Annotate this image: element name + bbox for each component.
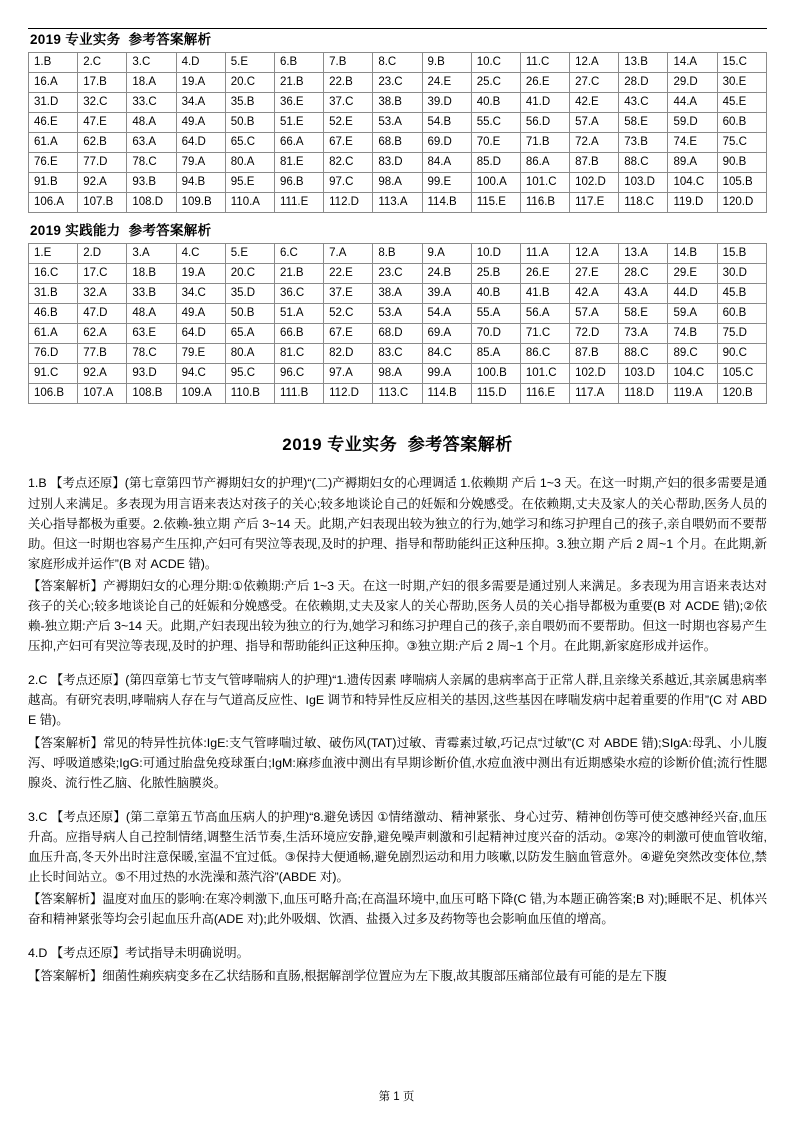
answer-cell: 21.B bbox=[274, 73, 323, 93]
answer-cell: 84.C bbox=[422, 344, 471, 364]
answer-cell: 47.D bbox=[78, 304, 127, 324]
answer-table-title-2: 2019 实践能力 参考答案解析 bbox=[30, 223, 212, 239]
answer-table-professional-practice bbox=[28, 52, 767, 213]
answer-cell: 50.B bbox=[225, 304, 274, 324]
answer-cell: 91.B bbox=[29, 173, 78, 193]
answer-cell: 57.A bbox=[570, 113, 619, 133]
answer-cell: 34.A bbox=[176, 93, 225, 113]
answer-cell: 7.A bbox=[324, 244, 373, 264]
answer-cell: 27.E bbox=[570, 264, 619, 284]
answer-cell: 81.C bbox=[274, 344, 323, 364]
answer-table-body-1 bbox=[29, 53, 767, 213]
answer-cell: 67.E bbox=[324, 324, 373, 344]
answer-cell: 76.E bbox=[29, 153, 78, 173]
answer-cell: 21.B bbox=[274, 264, 323, 284]
answer-cell: 110.B bbox=[225, 384, 274, 404]
answer-cell: 120.D bbox=[717, 193, 766, 213]
answer-cell: 7.B bbox=[324, 53, 373, 73]
table-row bbox=[29, 93, 767, 113]
answer-cell: 46.E bbox=[29, 113, 78, 133]
answer-cell: 51.A bbox=[274, 304, 323, 324]
answer-cell: 19.A bbox=[176, 73, 225, 93]
answer-cell: 9.A bbox=[422, 244, 471, 264]
answer-cell: 45.E bbox=[717, 93, 766, 113]
answer-cell: 43.C bbox=[619, 93, 668, 113]
answer-cell: 72.A bbox=[570, 133, 619, 153]
table-row bbox=[29, 324, 767, 344]
table-row bbox=[29, 193, 767, 213]
answer-analysis-text: 【答案解析】产褥期妇女的心理分期:①依赖期:产后 1~3 天。在这一时期,产妇的很多需要是通过别人来满足。多表现为用言语来表达对孩子的关心;较多地谈论自己的妊娠和分娩感受。在依赖期,丈夫及家人的关心帮助,医务人员的关心指导都极为重要(B 对 ACDE 错);②依赖-独立期:产后 3~14 天。此期,产妇表现出较为独立的行为,她学习和练习护理自己的孩子,亲自喂奶而不要帮助。但这一时期也容易产生压抑,产妇可有哭泣等表现,及时的护理、指导和帮助能纠正这种压抑。③独立期:产后 2 周~1 个月。在此期,新家庭形成并运作。 bbox=[28, 578, 767, 654]
table-row bbox=[29, 133, 767, 153]
answer-cell: 115.E bbox=[471, 193, 520, 213]
answer-cell: 54.A bbox=[422, 304, 471, 324]
answer-cell: 54.B bbox=[422, 113, 471, 133]
answer-cell: 56.A bbox=[520, 304, 569, 324]
answer-cell: 71.B bbox=[520, 133, 569, 153]
answer-cell: 91.C bbox=[29, 364, 78, 384]
answer-cell: 8.C bbox=[373, 53, 422, 73]
answer-cell: 93.D bbox=[127, 364, 176, 384]
answer-cell: 5.E bbox=[225, 244, 274, 264]
restore-point-text: 2.C 【考点还原】(第四章第七节支气管哮喘病人的护理)“1.遗传因素 哮喘病人亲属的患病率高于正常人群,且亲缘关系越近,其亲属患病率越高。有研究表明,哮喘病人存在与气道高反应性、IgE 调节和特异性反应相关的基因,这些基因在哮喘发病中起着重要的作用”(C 对 ABDE 错)。 bbox=[28, 673, 767, 728]
answer-cell: 100.B bbox=[471, 364, 520, 384]
answer-cell: 92.A bbox=[78, 364, 127, 384]
answer-cell: 120.B bbox=[717, 384, 766, 404]
table-row bbox=[29, 364, 767, 384]
answer-cell: 12.A bbox=[570, 53, 619, 73]
answer-cell: 109.B bbox=[176, 193, 225, 213]
answer-cell: 86.A bbox=[520, 153, 569, 173]
answer-cell: 90.C bbox=[717, 344, 766, 364]
answer-cell: 36.C bbox=[274, 284, 323, 304]
answer-cell: 25.B bbox=[471, 264, 520, 284]
answer-cell: 17.B bbox=[78, 73, 127, 93]
explanation-block-3 bbox=[28, 807, 767, 930]
answer-cell: 37.E bbox=[324, 284, 373, 304]
answer-cell: 69.A bbox=[422, 324, 471, 344]
restore-point-text: 1.B 【考点还原】(第七章第四节产褥期妇女的护理)“(二)产褥期妇女的心理调适 1.依赖期 产后 1~3 天。在这一时期,产妇的很多需要是通过别人来满足。多表现为用言语来表达对孩子的关心;较多地谈论自己的妊娠和分娩感受。在依赖期,丈夫及家人的关心帮助,医务人员的关心指导都极为重要。2.依赖-独立期 产后 3~14 天。此期,产妇表现出较为独立的行为,她学习和练习护理自己的孩子,亲自喂奶而不要帮助。但这一时期也容易产生压抑,产妇可有哭泣等表现,及时的护理、指导和帮助能纠正这种压抑。3.独立期 产后 2 周~1 个月。在此期,新家庭形成并运作”(B 对 ACDE 错)。 bbox=[28, 476, 767, 571]
answer-cell: 55.C bbox=[471, 113, 520, 133]
answer-cell: 33.B bbox=[127, 284, 176, 304]
answer-cell: 61.A bbox=[29, 324, 78, 344]
answer-cell: 3.A bbox=[127, 244, 176, 264]
answer-cell: 71.C bbox=[520, 324, 569, 344]
answer-cell: 116.B bbox=[520, 193, 569, 213]
answer-cell: 8.B bbox=[373, 244, 422, 264]
restore-point-text: 4.D 【考点还原】考试指导未明确说明。 bbox=[28, 946, 249, 961]
answer-cell: 13.A bbox=[619, 244, 668, 264]
answer-cell: 63.A bbox=[127, 133, 176, 153]
answer-cell: 11.C bbox=[520, 53, 569, 73]
answer-cell: 75.C bbox=[717, 133, 766, 153]
answer-cell: 52.E bbox=[324, 113, 373, 133]
answer-cell: 114.B bbox=[422, 384, 471, 404]
answer-cell: 27.C bbox=[570, 73, 619, 93]
answer-cell: 29.D bbox=[668, 73, 717, 93]
answer-cell: 34.C bbox=[176, 284, 225, 304]
answer-cell: 105.C bbox=[717, 364, 766, 384]
answer-cell: 94.B bbox=[176, 173, 225, 193]
answer-cell: 87.B bbox=[570, 344, 619, 364]
answer-cell: 107.B bbox=[78, 193, 127, 213]
answer-cell: 119.A bbox=[668, 384, 717, 404]
answer-cell: 74.E bbox=[668, 133, 717, 153]
answer-cell: 79.E bbox=[176, 344, 225, 364]
answer-cell: 103.D bbox=[619, 173, 668, 193]
answer-cell: 19.A bbox=[176, 264, 225, 284]
answer-cell: 17.C bbox=[78, 264, 127, 284]
answer-cell: 12.A bbox=[570, 244, 619, 264]
answer-cell: 67.E bbox=[324, 133, 373, 153]
answer-cell: 35.B bbox=[225, 93, 274, 113]
answer-cell: 96.B bbox=[274, 173, 323, 193]
answer-analysis-text: 【答案解析】温度对血压的影响:在寒冷刺激下,血压可略升高;在高温环境中,血压可略下降(C 错,为本题正确答案;B 对);睡眠不足、机体兴奋和精神紧张等均会引起血压升高(ADE 对);此外吸烟、饮酒、盐摄入过多及药物等也会影响血压值的增高。 bbox=[28, 892, 767, 927]
answer-cell: 51.E bbox=[274, 113, 323, 133]
answer-cell: 81.E bbox=[274, 153, 323, 173]
answer-cell: 65.C bbox=[225, 133, 274, 153]
answer-cell: 48.A bbox=[127, 113, 176, 133]
answer-cell: 10.D bbox=[471, 244, 520, 264]
answer-cell: 73.A bbox=[619, 324, 668, 344]
answer-cell: 99.E bbox=[422, 173, 471, 193]
table-row bbox=[29, 173, 767, 193]
answer-cell: 20.C bbox=[225, 264, 274, 284]
answer-cell: 78.C bbox=[127, 344, 176, 364]
answer-cell: 4.C bbox=[176, 244, 225, 264]
explanation-block-2 bbox=[28, 670, 767, 793]
table-row bbox=[29, 284, 767, 304]
answer-cell: 58.E bbox=[619, 113, 668, 133]
answer-cell: 106.A bbox=[29, 193, 78, 213]
answer-cell: 9.B bbox=[422, 53, 471, 73]
answer-cell: 23.C bbox=[373, 73, 422, 93]
answer-cell: 13.B bbox=[619, 53, 668, 73]
answer-cell: 68.D bbox=[373, 324, 422, 344]
answer-cell: 98.A bbox=[373, 364, 422, 384]
answer-cell: 41.D bbox=[520, 93, 569, 113]
answer-cell: 89.A bbox=[668, 153, 717, 173]
answer-cell: 82.C bbox=[324, 153, 373, 173]
answer-cell: 118.C bbox=[619, 193, 668, 213]
answer-cell: 68.B bbox=[373, 133, 422, 153]
answer-cell: 101.C bbox=[520, 173, 569, 193]
answer-cell: 62.B bbox=[78, 133, 127, 153]
explanation-block-1 bbox=[28, 473, 767, 656]
top-divider-rule bbox=[28, 28, 767, 29]
answer-cell: 64.D bbox=[176, 324, 225, 344]
answer-cell: 90.B bbox=[717, 153, 766, 173]
answer-cell: 15.B bbox=[717, 244, 766, 264]
answer-cell: 30.E bbox=[717, 73, 766, 93]
answer-cell: 18.B bbox=[127, 264, 176, 284]
answer-cell: 108.B bbox=[127, 384, 176, 404]
answer-cell: 15.C bbox=[717, 53, 766, 73]
answer-cell: 4.D bbox=[176, 53, 225, 73]
answer-cell: 113.C bbox=[373, 384, 422, 404]
answer-cell: 115.D bbox=[471, 384, 520, 404]
answer-cell: 39.A bbox=[422, 284, 471, 304]
answer-cell: 36.E bbox=[274, 93, 323, 113]
answer-cell: 42.A bbox=[570, 284, 619, 304]
answer-cell: 73.B bbox=[619, 133, 668, 153]
answer-cell: 111.B bbox=[274, 384, 323, 404]
answer-cell: 16.A bbox=[29, 73, 78, 93]
answer-cell: 108.D bbox=[127, 193, 176, 213]
answer-cell: 32.A bbox=[78, 284, 127, 304]
answer-cell: 10.C bbox=[471, 53, 520, 73]
explanation-block-4 bbox=[28, 943, 767, 985]
table-row bbox=[29, 53, 767, 73]
answer-cell: 69.D bbox=[422, 133, 471, 153]
answer-cell: 59.D bbox=[668, 113, 717, 133]
answer-cell: 60.B bbox=[717, 304, 766, 324]
answer-cell: 118.D bbox=[619, 384, 668, 404]
answer-cell: 26.E bbox=[520, 73, 569, 93]
answer-cell: 76.D bbox=[29, 344, 78, 364]
answer-cell: 85.A bbox=[471, 344, 520, 364]
answer-cell: 59.A bbox=[668, 304, 717, 324]
answer-cell: 53.A bbox=[373, 113, 422, 133]
table-row bbox=[29, 264, 767, 284]
answer-cell: 98.A bbox=[373, 173, 422, 193]
answer-cell: 44.D bbox=[668, 284, 717, 304]
answer-cell: 94.C bbox=[176, 364, 225, 384]
answer-cell: 24.B bbox=[422, 264, 471, 284]
answer-cell: 102.D bbox=[570, 364, 619, 384]
answer-cell: 14.B bbox=[668, 244, 717, 264]
answer-cell: 77.B bbox=[78, 344, 127, 364]
answer-cell: 97.A bbox=[324, 364, 373, 384]
answer-cell: 33.C bbox=[127, 93, 176, 113]
answer-cell: 60.B bbox=[717, 113, 766, 133]
answer-cell: 77.D bbox=[78, 153, 127, 173]
answer-cell: 48.A bbox=[127, 304, 176, 324]
answer-cell: 65.A bbox=[225, 324, 274, 344]
answer-cell: 43.A bbox=[619, 284, 668, 304]
table-row bbox=[29, 73, 767, 93]
answer-cell: 11.A bbox=[520, 244, 569, 264]
answer-cell: 80.A bbox=[225, 153, 274, 173]
answer-cell: 32.C bbox=[78, 93, 127, 113]
answer-cell: 23.C bbox=[373, 264, 422, 284]
answer-cell: 112.D bbox=[324, 384, 373, 404]
table-row bbox=[29, 153, 767, 173]
answer-cell: 106.B bbox=[29, 384, 78, 404]
answer-cell: 99.A bbox=[422, 364, 471, 384]
answer-cell: 40.B bbox=[471, 93, 520, 113]
table-row bbox=[29, 344, 767, 364]
answer-cell: 93.B bbox=[127, 173, 176, 193]
answer-cell: 24.E bbox=[422, 73, 471, 93]
answer-cell: 114.B bbox=[422, 193, 471, 213]
answer-cell: 39.D bbox=[422, 93, 471, 113]
answer-cell: 5.E bbox=[225, 53, 274, 73]
answer-cell: 79.A bbox=[176, 153, 225, 173]
answer-cell: 26.E bbox=[520, 264, 569, 284]
answer-cell: 95.C bbox=[225, 364, 274, 384]
answer-cell: 97.C bbox=[324, 173, 373, 193]
answer-cell: 111.E bbox=[274, 193, 323, 213]
answer-cell: 64.D bbox=[176, 133, 225, 153]
answer-cell: 88.C bbox=[619, 153, 668, 173]
answer-cell: 105.B bbox=[717, 173, 766, 193]
answer-cell: 49.A bbox=[176, 304, 225, 324]
answer-cell: 80.A bbox=[225, 344, 274, 364]
answer-cell: 1.E bbox=[29, 244, 78, 264]
answer-cell: 119.D bbox=[668, 193, 717, 213]
answer-cell: 58.E bbox=[619, 304, 668, 324]
answer-cell: 41.B bbox=[520, 284, 569, 304]
answer-cell: 62.A bbox=[78, 324, 127, 344]
table-spacer bbox=[28, 213, 767, 221]
answer-cell: 18.A bbox=[127, 73, 176, 93]
answer-cell: 110.A bbox=[225, 193, 274, 213]
answer-cell: 31.B bbox=[29, 284, 78, 304]
answer-cell: 42.E bbox=[570, 93, 619, 113]
answer-cell: 57.A bbox=[570, 304, 619, 324]
answer-cell: 85.D bbox=[471, 153, 520, 173]
answer-analysis-text: 【答案解析】细菌性痢疾病变多在乙状结肠和直肠,根据解剖学位置应为左下腹,故其腹部压痛部位最有可能的是左下腹 bbox=[28, 968, 667, 983]
answer-cell: 2.C bbox=[78, 53, 127, 73]
answer-cell: 56.D bbox=[520, 113, 569, 133]
table-row bbox=[29, 304, 767, 324]
answer-cell: 28.D bbox=[619, 73, 668, 93]
table-row bbox=[29, 244, 767, 264]
answer-cell: 22.E bbox=[324, 264, 373, 284]
answer-cell: 70.E bbox=[471, 133, 520, 153]
answer-cell: 44.A bbox=[668, 93, 717, 113]
answer-cell: 2.D bbox=[78, 244, 127, 264]
answer-cell: 116.E bbox=[520, 384, 569, 404]
answer-cell: 92.A bbox=[78, 173, 127, 193]
answer-cell: 14.A bbox=[668, 53, 717, 73]
answer-cell: 112.D bbox=[324, 193, 373, 213]
page-title: 2019 专业实务 参考答案解析 bbox=[282, 435, 513, 455]
answer-cell: 50.B bbox=[225, 113, 274, 133]
answer-cell: 88.C bbox=[619, 344, 668, 364]
answer-cell: 66.B bbox=[274, 324, 323, 344]
answer-cell: 103.D bbox=[619, 364, 668, 384]
answer-cell: 31.D bbox=[29, 93, 78, 113]
answer-cell: 83.C bbox=[373, 344, 422, 364]
answer-cell: 113.A bbox=[373, 193, 422, 213]
answer-cell: 100.A bbox=[471, 173, 520, 193]
answer-cell: 49.A bbox=[176, 113, 225, 133]
answer-cell: 40.B bbox=[471, 284, 520, 304]
answer-cell: 66.A bbox=[274, 133, 323, 153]
answer-cell: 75.D bbox=[717, 324, 766, 344]
answer-cell: 104.C bbox=[668, 364, 717, 384]
answer-cell: 38.B bbox=[373, 93, 422, 113]
answer-cell: 52.C bbox=[324, 304, 373, 324]
answer-cell: 102.D bbox=[570, 173, 619, 193]
answer-cell: 104.C bbox=[668, 173, 717, 193]
answer-cell: 61.A bbox=[29, 133, 78, 153]
answer-cell: 45.B bbox=[717, 284, 766, 304]
answer-cell: 37.C bbox=[324, 93, 373, 113]
answer-cell: 16.C bbox=[29, 264, 78, 284]
answer-cell: 35.D bbox=[225, 284, 274, 304]
page-number-footer: 第 1 页 bbox=[378, 1091, 415, 1103]
answer-cell: 82.D bbox=[324, 344, 373, 364]
answer-table-title-1: 2019 专业实务 参考答案解析 bbox=[30, 32, 212, 47]
answer-cell: 107.A bbox=[78, 384, 127, 404]
answer-cell: 29.E bbox=[668, 264, 717, 284]
answer-cell: 95.E bbox=[225, 173, 274, 193]
answer-cell: 20.C bbox=[225, 73, 274, 93]
answer-table-body-2 bbox=[29, 244, 767, 404]
answer-cell: 55.A bbox=[471, 304, 520, 324]
answer-cell: 78.C bbox=[127, 153, 176, 173]
answer-cell: 86.C bbox=[520, 344, 569, 364]
answer-cell: 87.B bbox=[570, 153, 619, 173]
answer-cell: 1.B bbox=[29, 53, 78, 73]
answer-cell: 117.A bbox=[570, 384, 619, 404]
table-row bbox=[29, 384, 767, 404]
answer-cell: 72.D bbox=[570, 324, 619, 344]
answer-cell: 25.C bbox=[471, 73, 520, 93]
answer-cell: 117.E bbox=[570, 193, 619, 213]
answer-cell: 22.B bbox=[324, 73, 373, 93]
answer-cell: 70.D bbox=[471, 324, 520, 344]
answer-cell: 28.C bbox=[619, 264, 668, 284]
answer-cell: 46.B bbox=[29, 304, 78, 324]
answer-cell: 83.D bbox=[373, 153, 422, 173]
answer-cell: 89.C bbox=[668, 344, 717, 364]
answer-cell: 3.C bbox=[127, 53, 176, 73]
answer-cell: 47.E bbox=[78, 113, 127, 133]
answer-analysis-text: 【答案解析】常见的特异性抗体:IgE:支气管哮喘过敏、破伤风(TAT)过敏、青霉素过敏,巧记点“过敏”(C 对 ABDE 错);SIgA:母乳、小儿腹泻、呼吸道感染;IgG:可通过胎盘免疫球蛋白;IgM:麻疹血液中测出有早期诊断价值,水痘血液中测出有近期感染水痘的诊断价值;流行性腮腺炎、流行性乙脑、化脓性脑膜炎。 bbox=[28, 735, 767, 790]
answer-cell: 38.A bbox=[373, 284, 422, 304]
answer-table-practical-ability bbox=[28, 243, 767, 404]
answer-cell: 101.C bbox=[520, 364, 569, 384]
answer-cell: 6.B bbox=[274, 53, 323, 73]
answer-cell: 109.A bbox=[176, 384, 225, 404]
restore-point-text: 3.C 【考点还原】(第二章第五节高血压病人的护理)“8.避免诱因 ①情绪激动、精神紧张、身心过劳、精神创伤等可使交感神经兴奋,血压升高。应指导病人自己控制情绪,调整生活节奏,生活环境应安静,避免噪声刺激和引起精神过度兴奋的活动。②寒冷的刺激可使血管收缩,血压升高,冬天外出时注意保暖,室温不宜过低。③保持大便通畅,避免剧烈运动和用力咳嗽,以防发生脑血管意外。④避免突然改变体位,禁止长时间站立。⑤不用过热的水洗澡和蒸汽浴”(ABDE 对)。 bbox=[28, 809, 767, 885]
answer-cell: 30.D bbox=[717, 264, 766, 284]
answer-cell: 84.A bbox=[422, 153, 471, 173]
answer-cell: 63.E bbox=[127, 324, 176, 344]
answer-cell: 74.B bbox=[668, 324, 717, 344]
answer-cell: 6.C bbox=[274, 244, 323, 264]
answer-cell: 53.A bbox=[373, 304, 422, 324]
answer-cell: 96.C bbox=[274, 364, 323, 384]
table-row bbox=[29, 113, 767, 133]
